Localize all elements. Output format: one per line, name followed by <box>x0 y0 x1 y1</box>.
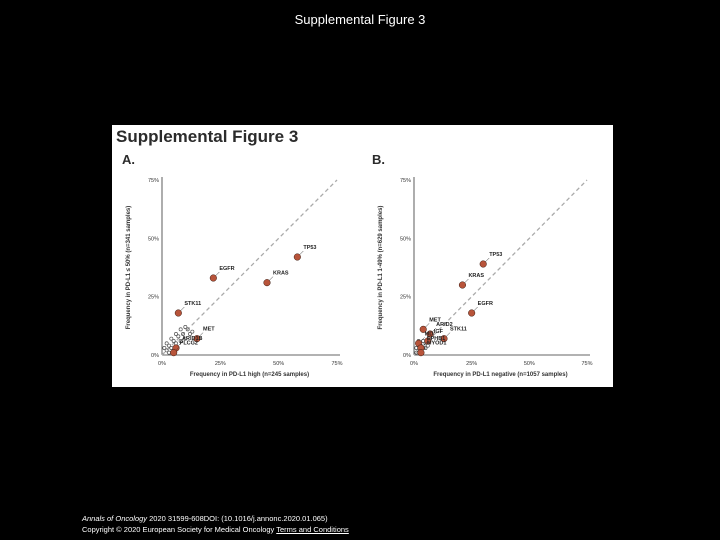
background-point <box>165 342 168 345</box>
panel-label-a: A. <box>122 152 135 167</box>
gene-label-tp53: TP53 <box>303 245 317 251</box>
background-point <box>191 330 194 333</box>
gene-label-stk11: STK11 <box>449 326 467 333</box>
gene-label-egfr: EGFR <box>477 301 493 307</box>
gene-point-tp53 <box>294 254 301 261</box>
y-axis-label-b: Frequency in PD-L1 1-49% (n=629 samples) <box>378 205 384 330</box>
gene-point-tp53 <box>480 261 487 268</box>
x-tick-label-a: 75% <box>331 361 343 367</box>
y-tick-label-b: 75% <box>399 178 411 184</box>
gene-label-tp53: TP53 <box>489 252 503 258</box>
gene-label-kras: KRAS <box>468 273 485 279</box>
copyright-text: Copyright © 2020 European Society for Medical Oncology <box>82 525 275 534</box>
y-tick-label-a: 0% <box>151 353 159 359</box>
copyright-line <box>82 524 349 535</box>
gene-label-met: MET <box>203 326 215 333</box>
citation-footer <box>82 513 349 535</box>
x-tick-label-b: 50% <box>523 361 535 367</box>
gene-label-met: MET <box>429 317 441 324</box>
gene-point-egfr <box>210 275 217 282</box>
diagonal-line-a <box>162 180 337 355</box>
gene-label-kras: KRAS <box>273 270 289 277</box>
y-tick-label-b: 25% <box>399 294 411 301</box>
slide-title: Supplemental Figure 3 <box>294 12 426 27</box>
gene-label-stk11: STK11 <box>184 301 202 307</box>
x-tick-label-a: 0% <box>158 361 166 367</box>
background-point <box>163 346 166 349</box>
gene-label-arid2: ARID2 <box>436 322 453 328</box>
x-tick-label-b: 25% <box>466 361 478 367</box>
y-tick-label-b: 0% <box>403 353 411 359</box>
journal-name: Annals of Oncology <box>82 514 148 523</box>
scatter-plots <box>112 125 613 387</box>
gene-point-kras <box>459 282 466 289</box>
y-tick-label-a: 25% <box>147 294 159 301</box>
background-point <box>170 337 173 340</box>
gene-point-kras <box>264 279 271 286</box>
background-point <box>179 328 182 331</box>
x-axis-label-b: Frequency in PD-L1 negative (n=1057 samples) <box>433 372 568 378</box>
figure-heading: Supplemental Figure 3 <box>116 127 299 146</box>
background-point <box>184 325 187 328</box>
gene-label-arid1b: ARID1B <box>182 336 203 342</box>
gene-label-myod1: MYOD1 <box>426 340 447 347</box>
background-point <box>174 332 177 335</box>
gene-point-myod1 <box>418 349 425 356</box>
citation-details: 2020 31599-608DOI: (10.1016/j.annonc.2020.01.065) <box>147 514 328 523</box>
gene-label-plcg2: PLCG2 <box>179 340 199 347</box>
x-tick-label-b: 75% <box>581 361 593 367</box>
gene-point-plcg2 <box>170 349 177 356</box>
gene-label-ephb1: EPHB1 <box>426 336 446 342</box>
panel-label-b: B. <box>372 152 385 167</box>
x-tick-label-a: 25% <box>214 361 226 367</box>
gene-label-igf: IGF <box>433 329 444 335</box>
y-tick-label-a: 50% <box>147 236 159 243</box>
citation-line <box>82 513 349 524</box>
gene-label-egfr: EGFR <box>219 266 235 272</box>
x-tick-label-b: 0% <box>410 361 418 367</box>
gene-label-md: MD <box>424 331 434 338</box>
y-axis-label-a: Frequency in PD-L1 ≤ 50% (n=341 samples) <box>126 205 132 330</box>
gene-point-egfr <box>468 310 475 317</box>
figure-panel <box>112 125 613 387</box>
terms-link[interactable]: Terms and Conditions <box>276 525 349 534</box>
y-tick-label-a: 75% <box>147 178 159 184</box>
gene-point-stk11 <box>175 310 182 317</box>
x-axis-label-a: Frequency in PD-L1 high (n=245 samples) <box>189 372 310 378</box>
y-tick-label-b: 50% <box>399 236 411 243</box>
x-tick-label-a: 50% <box>273 361 285 367</box>
